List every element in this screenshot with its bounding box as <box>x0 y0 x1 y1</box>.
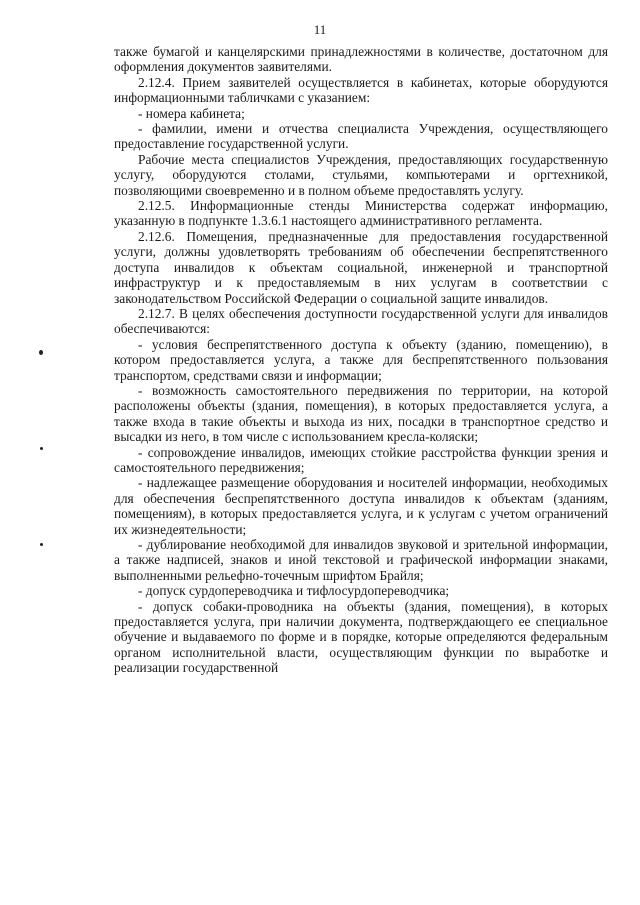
paragraph: 2.12.6. Помещения, предназначенные для предоставления государственной услуги, должны удовлетворять требованиям об обеспечении беспрепятственного доступа инвалидов к объектам социальной, инженерной и транспортной инфраструктур и к предоставляемым в них услугам в соответствии с законодательством Российской Федерации о социальной защите инвалидов. <box>114 228 608 306</box>
paragraph: также бумагой и канцелярскими принадлежностями в количестве, достаточном для оформления документов заявителями. <box>114 44 608 75</box>
list-item: - надлежащее размещение оборудования и носителей информации, необходимых для обеспечения беспрепятственного доступа инвалидов к объектам (зданиям, помещениям), в которых предоставляется услуга, и к услугам с учетом ограничений их жизнедеятельности; <box>114 475 608 537</box>
paragraph: 2.12.4. Прием заявителей осуществляется в кабинетах, которые оборудуются информационными табличками с указанием: <box>114 74 608 106</box>
list-item: - номера кабинета; <box>138 105 245 121</box>
scan-speck <box>40 447 43 450</box>
paragraph: Рабочие места специалистов Учреждения, предоставляющих государственную услугу, оборудуются столами, стульями, компьютерами и оргтехникой, позволяющими своевременно и в полном объеме предоставлять услугу. <box>114 151 608 198</box>
list-item: - возможность самостоятельного передвижения по территории, на которой расположены объекты (здания, помещения), в которых предоставляется услуга, а также входа в такие объекты и выхода из них, посадки в транспортное средство и высадки из него, в том числе с использованием кресла-коляски; <box>114 382 608 445</box>
scan-speck <box>40 543 43 546</box>
list-item: - дублирование необходимой для инвалидов звуковой и зрительной информации, а также надписей, знаков и иной текстовой и графической информации знаками, выполненными рельефно-точечным шрифтом Брайля; <box>114 537 608 583</box>
paragraph: 2.12.5. Информационные стенды Министерства содержат информацию, указанную в подпункте 1.3.6.1 настоящего административного регламента. <box>114 198 608 229</box>
list-item: - фамилии, имени и отчества специалиста Учреждения, осуществляющего предоставление государственной услуги. <box>114 121 608 152</box>
list-item: - допуск сурдопереводчика и тифлосурдопереводчика; <box>138 583 450 599</box>
document-body <box>114 44 608 676</box>
list-item: - допуск собаки-проводника на объекты (здания, помещения), в которых предоставляется услуга, при наличии документа, подтверждающего ее специальное обучение и выдаваемого по форме и в порядке, которые определяются федеральным органом исполнительной власти, осуществляющим функции по выработке и реализации государственной <box>114 598 608 676</box>
page-number: 11 <box>313 22 327 37</box>
list-item: - сопровождение инвалидов, имеющих стойкие расстройства функции зрения и самостоятельного передвижения; <box>114 444 608 475</box>
list-item: - условия беспрепятственного доступа к объекту (зданию, помещению), в котором предоставляется услуга, а также для беспрепятственного пользования транспортом, средствами связи и информации; <box>114 336 608 383</box>
paragraph: 2.12.7. В целях обеспечения доступности государственной услуги для инвалидов обеспечиваются: <box>114 305 608 337</box>
scan-speck <box>39 350 43 355</box>
